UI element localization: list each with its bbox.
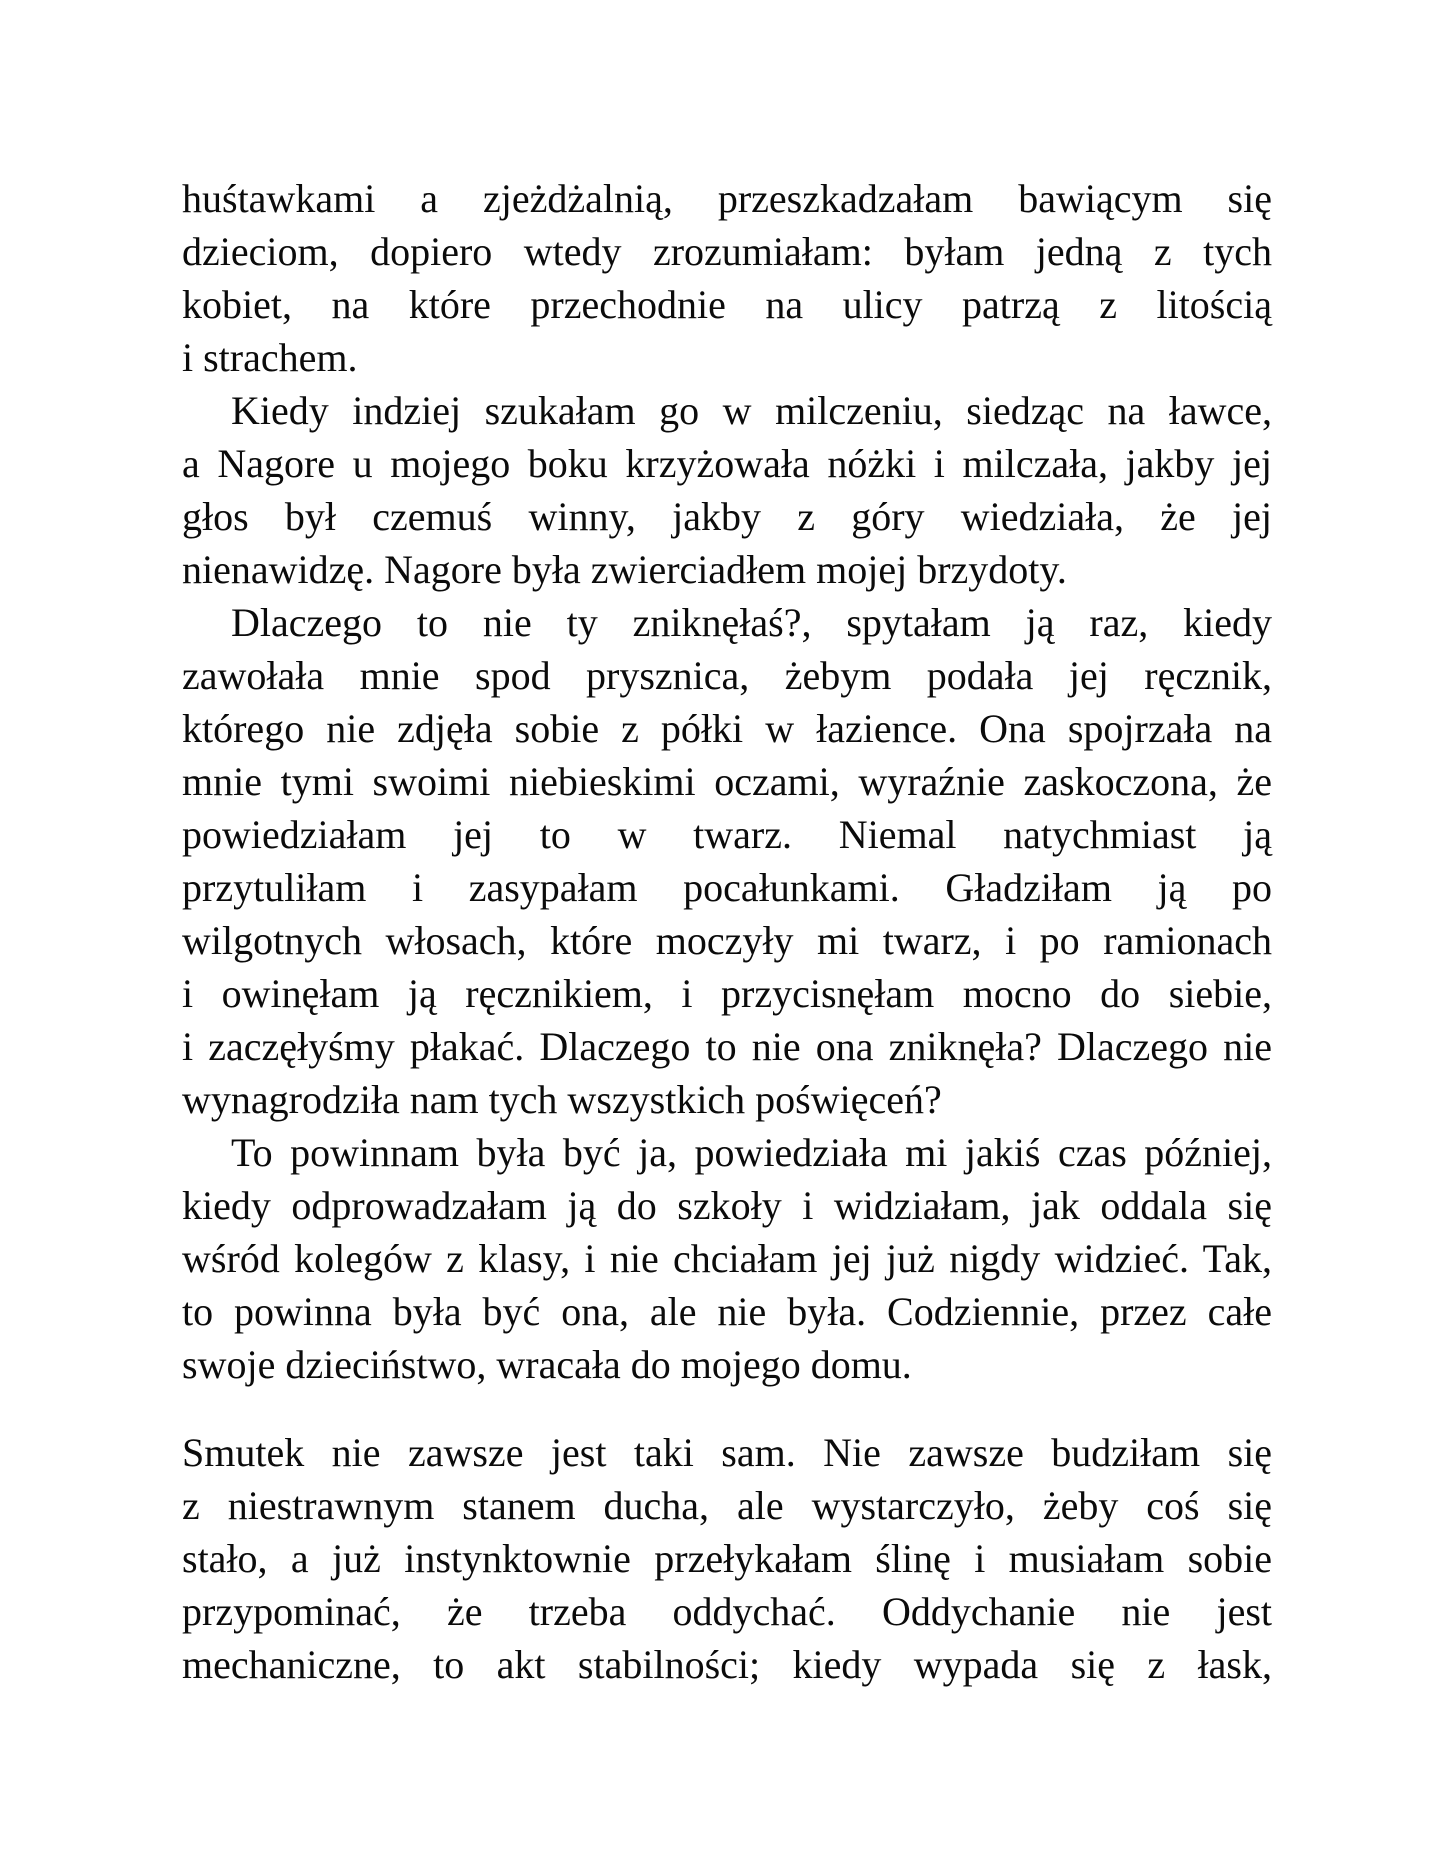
text-line: a Nagore u mojego boku krzyżowała nóżki i milczała, jakby jej: [182, 441, 1272, 486]
text-line: kobiet, na które przechodnie na ulicy patrzą z litością: [182, 282, 1272, 327]
text-line: To powinnam była być ja, powiedziała mi jakiś czas później,: [231, 1130, 1272, 1175]
text-line: mechaniczne, to akt stabilności; kiedy wypada się z łask,: [182, 1642, 1272, 1687]
text-line: kiedy odprowadzałam ją do szkoły i widziałam, jak oddala się: [182, 1183, 1272, 1228]
text-line: stało, a już instynktownie przełykałam ślinę i musiałam sobie: [182, 1536, 1272, 1581]
paragraph: [182, 172, 1272, 384]
text-line: z niestrawnym stanem ducha, ale wystarczyło, żeby coś się: [182, 1483, 1272, 1528]
paragraph: [182, 596, 1272, 1126]
text-line: wilgotnych włosach, które moczyły mi twarz, i po ramionach: [182, 918, 1272, 963]
text-line: i strachem.: [182, 335, 358, 380]
text-line: Kiedy indziej szukałam go w milczeniu, siedząc na ławce,: [231, 388, 1272, 433]
text-line: Dlaczego to nie ty zniknęłaś?, spytałam ją raz, kiedy: [231, 600, 1272, 645]
text-line: przypominać, że trzeba oddychać. Oddychanie nie jest: [182, 1589, 1272, 1634]
text-line: mnie tymi swoimi niebieskimi oczami, wyraźnie zaskoczona, że: [182, 759, 1272, 804]
text-line: i zaczęłyśmy płakać. Dlaczego to nie ona zniknęła? Dlaczego nie: [182, 1024, 1272, 1069]
text-line: nienawidzę. Nagore była zwierciadłem mojej brzydoty.: [182, 547, 1067, 592]
text-line: przytuliłam i zasypałam pocałunkami. Gładziłam ją po: [182, 865, 1272, 910]
text-line: swoje dzieciństwo, wracała do mojego domu.: [182, 1342, 912, 1387]
text-line: którego nie zdjęła sobie z półki w łazience. Ona spojrzała na: [182, 706, 1272, 751]
paragraph: [182, 384, 1272, 596]
text-line: wynagrodziła nam tych wszystkich poświęceń?: [182, 1077, 942, 1122]
text-line: i owinęłam ją ręcznikiem, i przycisnęłam mocno do siebie,: [182, 971, 1272, 1016]
text-line: powiedziałam jej to w twarz. Niemal natychmiast ją: [182, 812, 1272, 857]
paragraph: [182, 1126, 1272, 1391]
text-line: huśtawkami a zjeżdżalnią, przeszkadzałam bawiącym się: [182, 176, 1272, 221]
text-line: Smutek nie zawsze jest taki sam. Nie zawsze budziłam się: [182, 1430, 1272, 1475]
text-line: wśród kolegów z klasy, i nie chciałam jej już nigdy widzieć. Tak,: [182, 1236, 1272, 1281]
text-line: głos był czemuś winny, jakby z góry wiedziała, że jej: [182, 494, 1272, 539]
text-line: dzieciom, dopiero wtedy zrozumiałam: byłam jedną z tych: [182, 229, 1272, 274]
text-block: [182, 172, 1272, 1691]
paragraph: [182, 1426, 1272, 1691]
text-line: zawołała mnie spod prysznica, żebym podała jej ręcznik,: [182, 653, 1272, 698]
text-line: to powinna była być ona, ale nie była. Codziennie, przez całe: [182, 1289, 1272, 1334]
